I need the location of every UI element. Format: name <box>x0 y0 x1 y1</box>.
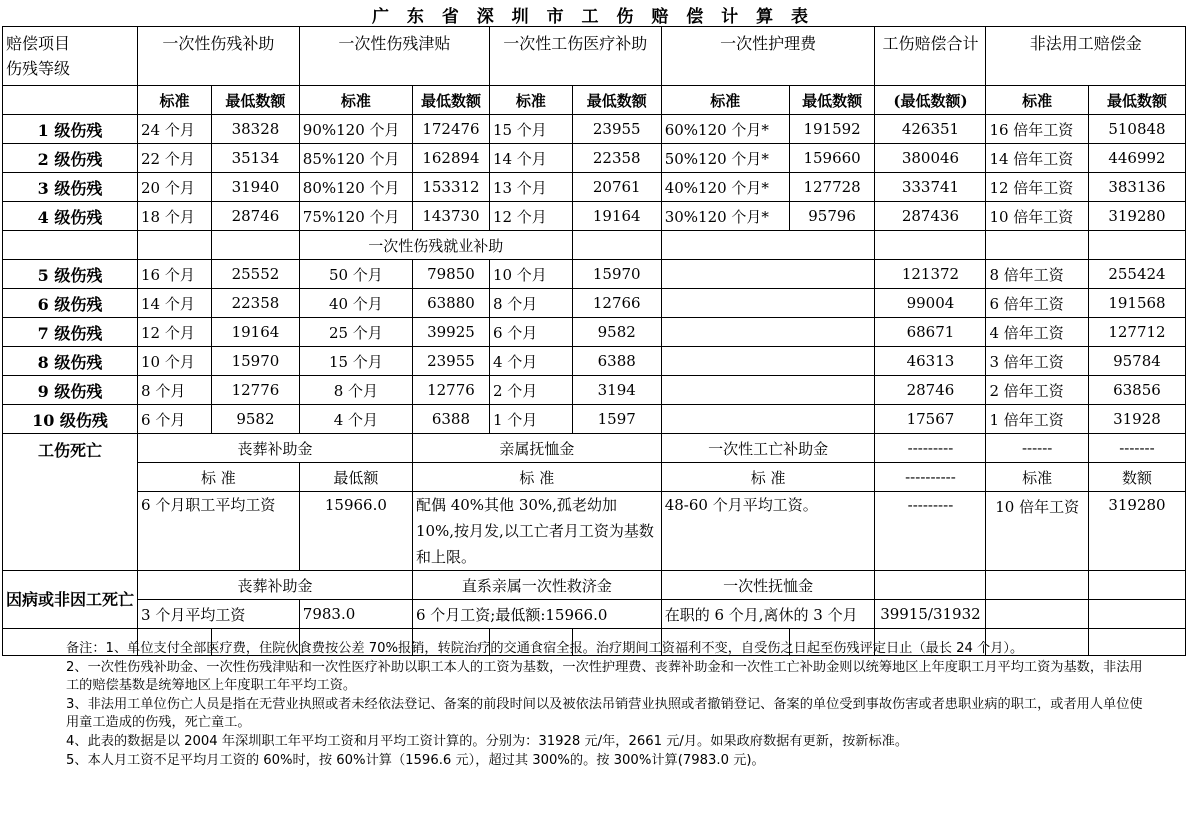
group-header: 一次性伤残津贴 <box>299 27 489 86</box>
note-line: 2、一次性伤残补助金、一次性伤残津贴和一次性医疗补助以职工本人的工资为基数，一次性护理费、丧葬补助金和一次性工亡补助金则以统筹地区上年度职工月平均工资为基数，非法用工的赔偿基数是统筹地区上年度职工年平均工资。 <box>66 659 1143 694</box>
table-cell: 23955 <box>572 115 661 144</box>
table-cell: 6 个月 <box>138 405 212 434</box>
table-cell: 3 倍年工资 <box>986 347 1088 376</box>
illness-col-header: 丧葬补助金 <box>138 571 413 600</box>
table-cell: 8 个月 <box>489 289 572 318</box>
level-label: 9 级伤残 <box>3 376 138 405</box>
table-cell: 380046 <box>875 144 986 173</box>
level-label: 6 级伤残 <box>3 289 138 318</box>
death-label: 工伤死亡 <box>3 434 138 571</box>
illness-value: 6 个月工资;最低额:15966.0 <box>412 600 661 629</box>
level-label: 7 级伤残 <box>3 318 138 347</box>
table-cell: 333741 <box>875 173 986 202</box>
table-cell: 39925 <box>412 318 489 347</box>
subheader-cell: 最低数额 <box>412 86 489 115</box>
table-row <box>3 376 1186 405</box>
illness-label: 因病或非因工死亡 <box>3 571 138 629</box>
table-cell: 9582 <box>572 318 661 347</box>
table-cell: 16 倍年工资 <box>986 115 1088 144</box>
death-sub: 标 准 <box>138 463 300 492</box>
death-sub: 最低额 <box>299 463 412 492</box>
table-cell: 90%120 个月 <box>299 115 412 144</box>
table-cell: 4 个月 <box>489 347 572 376</box>
mid-header: 一次性伤残就业补助 <box>299 231 572 260</box>
table-cell: 19164 <box>212 318 300 347</box>
table-cell: 121372 <box>875 260 986 289</box>
illness-header-row <box>3 571 1186 600</box>
table-cell: 35134 <box>212 144 300 173</box>
header-row <box>3 27 1186 86</box>
table-cell: 18 个月 <box>138 202 212 231</box>
table-cell: 20 个月 <box>138 173 212 202</box>
illness-value: 3 个月平均工资 <box>138 600 300 629</box>
table-cell: 95796 <box>789 202 875 231</box>
table-cell: 19164 <box>572 202 661 231</box>
table-cell: 75%120 个月 <box>299 202 412 231</box>
death-value: 配偶 40%其他 30%,孤老幼加 10%,按月发,以工亡者月工资为基数和上限。 <box>412 492 661 571</box>
table-cell: 153312 <box>412 173 489 202</box>
death-sub: 标准 <box>986 463 1088 492</box>
level-label: 8 级伤残 <box>3 347 138 376</box>
table-row <box>3 260 1186 289</box>
table-cell: 127712 <box>1088 318 1185 347</box>
table-cell: 25552 <box>212 260 300 289</box>
table-cell: 287436 <box>875 202 986 231</box>
death-col-header: 一次性工亡补助金 <box>661 434 875 463</box>
table-cell: 510848 <box>1088 115 1185 144</box>
table-cell: 6 倍年工资 <box>986 289 1088 318</box>
death-sub: 数额 <box>1088 463 1185 492</box>
table-cell: 40 个月 <box>299 289 412 318</box>
table-cell: 6388 <box>412 405 489 434</box>
death-col-header: ------- <box>1088 434 1185 463</box>
table-cell: 6 个月 <box>489 318 572 347</box>
table-cell: 12766 <box>572 289 661 318</box>
table-row <box>3 347 1186 376</box>
table-cell: 3194 <box>572 376 661 405</box>
table-cell: 25 个月 <box>299 318 412 347</box>
table-cell: 14 个月 <box>489 144 572 173</box>
table-cell: 22 个月 <box>138 144 212 173</box>
table-cell: 1597 <box>572 405 661 434</box>
mid-header-row <box>3 231 1186 260</box>
table-cell: 191568 <box>1088 289 1185 318</box>
table-cell: 46313 <box>875 347 986 376</box>
table-row <box>3 405 1186 434</box>
table-cell: 85%120 个月 <box>299 144 412 173</box>
table-cell: 6388 <box>572 347 661 376</box>
table-cell: 24 个月 <box>138 115 212 144</box>
table-cell: 30%120 个月* <box>661 202 789 231</box>
illness-value: 39915/31932 <box>875 600 986 629</box>
death-col-header: 丧葬补助金 <box>138 434 413 463</box>
table-cell: 9582 <box>212 405 300 434</box>
table-cell: 31940 <box>212 173 300 202</box>
table-cell: 159660 <box>789 144 875 173</box>
table-cell: 38328 <box>212 115 300 144</box>
table-cell: 255424 <box>1088 260 1185 289</box>
illness-value-row <box>3 600 1186 629</box>
table-cell: 95784 <box>1088 347 1185 376</box>
table-cell: 40%120 个月* <box>661 173 789 202</box>
table-row <box>3 144 1186 173</box>
table-cell: 22358 <box>572 144 661 173</box>
table-cell: 68671 <box>875 318 986 347</box>
level-label: 2 级伤残 <box>3 144 138 173</box>
table-cell: 191592 <box>789 115 875 144</box>
table-cell: 162894 <box>412 144 489 173</box>
table-row <box>3 115 1186 144</box>
table-cell: 10 倍年工资 <box>986 202 1088 231</box>
table-cell: 15 个月 <box>299 347 412 376</box>
death-col-header: ------ <box>986 434 1088 463</box>
table-cell: 28746 <box>875 376 986 405</box>
table-cell: 63856 <box>1088 376 1185 405</box>
note-line: 5、本人月工资不足平均月工资的 60%时，按 60%计算（1596.6 元），超过其 300%的。按 300%计算(7983.0 元)。 <box>66 752 765 768</box>
subheader-cell: 标准 <box>299 86 412 115</box>
death-sub: 标 准 <box>412 463 661 492</box>
death-sub: ---------- <box>875 463 986 492</box>
corner-header: 赔偿项目 伤残等级 <box>3 27 138 86</box>
table-cell: 22358 <box>212 289 300 318</box>
death-value: 48-60 个月平均工资。 <box>661 492 875 571</box>
table-cell: 4 个月 <box>299 405 412 434</box>
table-cell: 15970 <box>572 260 661 289</box>
table-cell: 17567 <box>875 405 986 434</box>
table-cell: 127728 <box>789 173 875 202</box>
note-line: 4、此表的数据是以 2004 年深圳职工年平均工资和月平均工资计算的。分别为：31928 元/年，2661 元/月。如果政府数据有更新，按新标准。 <box>66 733 909 749</box>
note-line: 备注：1、单位支付全部医疗费，住院伙食费按公差 70%报销，转院治疗的交通食宿全报。治疗期间工资福利不变，自受伤之日起至伤残评定日止（最长 24 个月）。 <box>66 641 1024 656</box>
death-sub: 标 准 <box>661 463 875 492</box>
table-cell: 80%120 个月 <box>299 173 412 202</box>
table-cell: 319280 <box>1088 202 1185 231</box>
table-cell: 15 个月 <box>489 115 572 144</box>
table-cell: 28746 <box>212 202 300 231</box>
death-value: 319280 <box>1088 492 1185 571</box>
rows-levels-5-10 <box>3 260 1186 434</box>
page-title: 广 东 省 深 圳 市 工 伤 赔 偿 计 算 表 <box>371 7 815 27</box>
table-cell: 426351 <box>875 115 986 144</box>
level-label: 3 级伤残 <box>3 173 138 202</box>
table-cell: 15970 <box>212 347 300 376</box>
subheader-row <box>3 86 1186 115</box>
level-label: 5 级伤残 <box>3 260 138 289</box>
group-header: 一次性护理费 <box>661 27 875 86</box>
table-cell: 14 倍年工资 <box>986 144 1088 173</box>
death-value: 6 个月职工平均工资 <box>138 492 300 571</box>
table-cell: 12 倍年工资 <box>986 173 1088 202</box>
rows-levels-1-4 <box>3 115 1186 231</box>
death-value: --------- <box>875 492 986 571</box>
subheader-cell: 最低数额 <box>212 86 300 115</box>
level-label: 4 级伤残 <box>3 202 138 231</box>
table-cell: 13 个月 <box>489 173 572 202</box>
subheader-cell: 标准 <box>138 86 212 115</box>
table-cell: 12 个月 <box>489 202 572 231</box>
death-col-header: --------- <box>875 434 986 463</box>
table-cell: 143730 <box>412 202 489 231</box>
table-cell: 20761 <box>572 173 661 202</box>
death-subheader-row <box>3 463 1186 492</box>
compensation-table <box>2 26 1186 656</box>
table-cell: 172476 <box>412 115 489 144</box>
level-label: 10 级伤残 <box>3 405 138 434</box>
table-cell: 63880 <box>412 289 489 318</box>
death-value-row <box>3 492 1186 571</box>
table-cell: 50%120 个月* <box>661 144 789 173</box>
subheader-cell: 最低数额 <box>572 86 661 115</box>
table-cell: 79850 <box>412 260 489 289</box>
table-cell: 60%120 个月* <box>661 115 789 144</box>
subheader-cell: 标准 <box>489 86 572 115</box>
death-col-header: 亲属抚恤金 <box>412 434 661 463</box>
table-cell: 1 倍年工资 <box>986 405 1088 434</box>
subheader-cell: 标准 <box>661 86 789 115</box>
table-row <box>3 202 1186 231</box>
subheader-cell: 标准 <box>986 86 1088 115</box>
table-cell: 8 个月 <box>138 376 212 405</box>
table-row <box>3 173 1186 202</box>
table-cell: 16 个月 <box>138 260 212 289</box>
table-cell: 1 个月 <box>489 405 572 434</box>
table-row <box>3 318 1186 347</box>
table-cell: 12776 <box>212 376 300 405</box>
table-cell: 446992 <box>1088 144 1185 173</box>
table-cell: 50 个月 <box>299 260 412 289</box>
table-cell: 23955 <box>412 347 489 376</box>
death-value: 15966.0 <box>299 492 412 571</box>
table-cell: 12 个月 <box>138 318 212 347</box>
table-cell: 2 倍年工资 <box>986 376 1088 405</box>
death-value: 10 倍年工资 <box>986 492 1088 571</box>
table-cell: 2 个月 <box>489 376 572 405</box>
table-cell: 12776 <box>412 376 489 405</box>
table-cell: 99004 <box>875 289 986 318</box>
table-cell: 10 个月 <box>489 260 572 289</box>
table-cell: 14 个月 <box>138 289 212 318</box>
table-cell: 10 个月 <box>138 347 212 376</box>
subheader-cell: 最低数额 <box>789 86 875 115</box>
illness-value: 在职的 6 个月,离休的 3 个月 <box>661 600 875 629</box>
notes <box>66 640 1146 770</box>
table-cell: 8 倍年工资 <box>986 260 1088 289</box>
subheader-cell: 最低数额 <box>1088 86 1185 115</box>
group-header: 工伤赔偿合计 <box>875 27 986 86</box>
note-line: 3、非法用工单位伤亡人员是指在无营业执照或者未经依法登记、备案的前段时间以及被依法吊销营业执照或者撤销登记、备案的单位受到事故伤害或者患职业病的职工，或者用人单位使用童工造成的伤残，死亡童工。 <box>66 696 1143 731</box>
group-header: 一次性伤残补助 <box>138 27 300 86</box>
table-cell: 8 个月 <box>299 376 412 405</box>
illness-col-header: 直系亲属一次性救济金 <box>412 571 661 600</box>
subheader-cell: (最低数额) <box>875 86 986 115</box>
table-cell: 31928 <box>1088 405 1185 434</box>
death-header-row <box>3 434 1186 463</box>
level-label: 1 级伤残 <box>3 115 138 144</box>
illness-col-header: 一次性抚恤金 <box>661 571 875 600</box>
group-header: 一次性工伤医疗补助 <box>489 27 661 86</box>
illness-value: 7983.0 <box>299 600 412 629</box>
table-row <box>3 289 1186 318</box>
table-cell: 383136 <box>1088 173 1185 202</box>
group-header: 非法用工赔偿金 <box>986 27 1186 86</box>
table-cell: 4 倍年工资 <box>986 318 1088 347</box>
